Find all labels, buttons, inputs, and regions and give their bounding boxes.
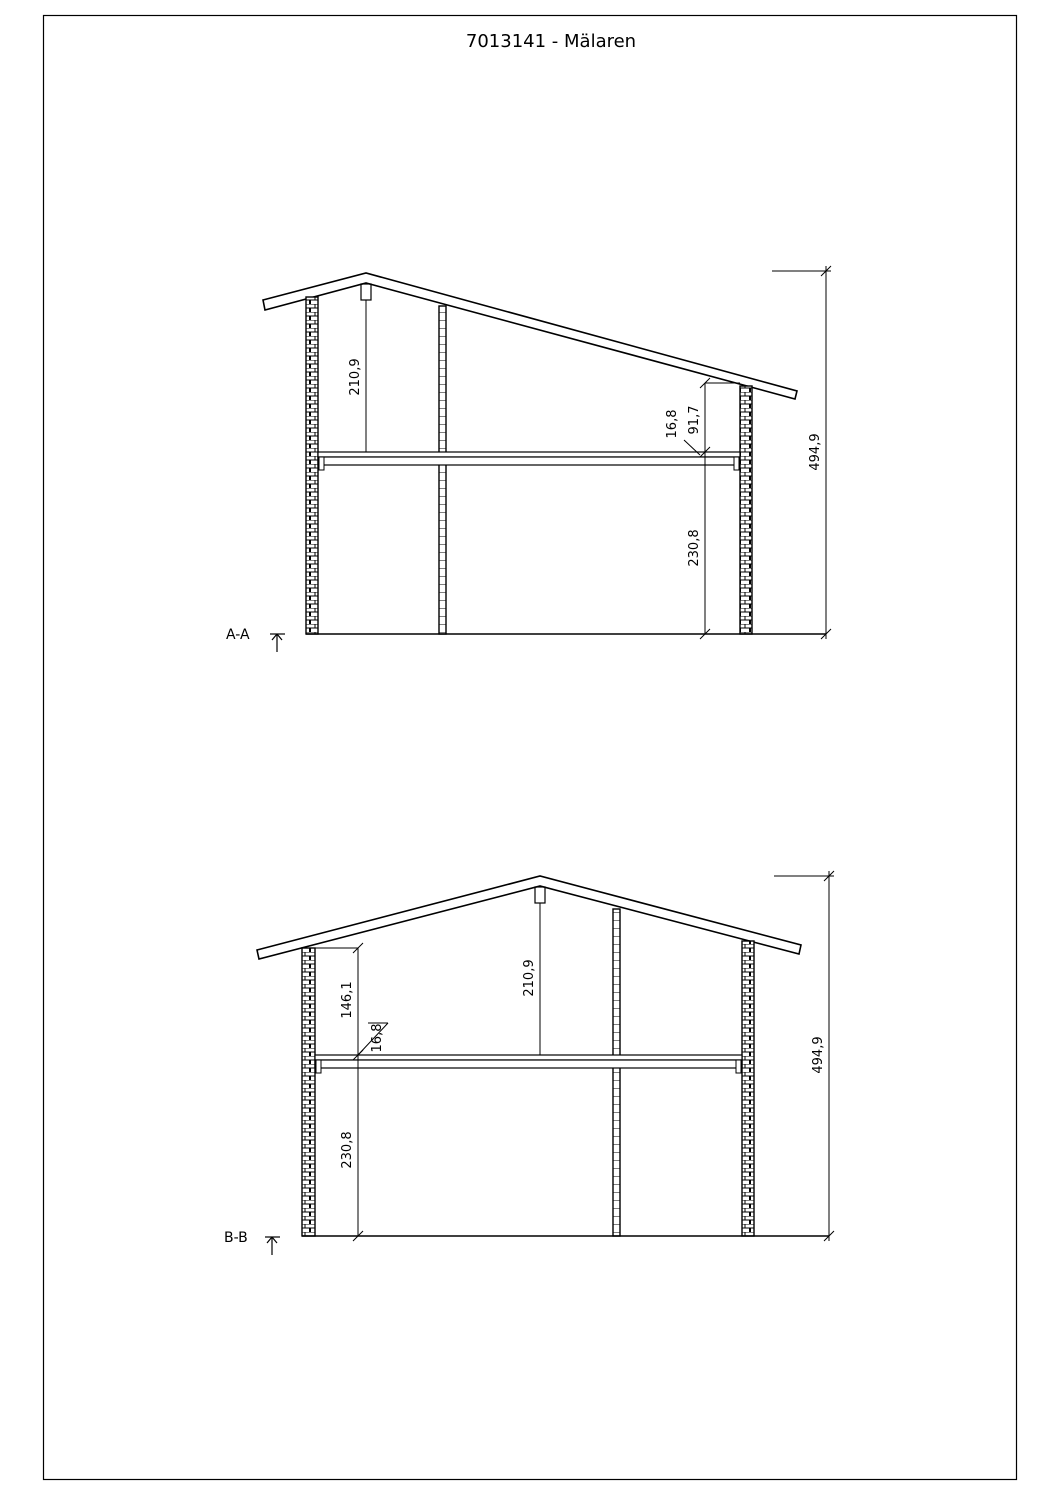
roof-b — [257, 876, 801, 959]
section-b-b — [224, 871, 834, 1255]
section-marker-a — [226, 627, 285, 652]
dim-total-height-b — [774, 871, 834, 1241]
dim-wall-height-b — [315, 943, 388, 1241]
dim-label: 494,9 — [811, 1036, 826, 1074]
dim-label: 16,8 — [370, 1023, 385, 1053]
drawing-title: 7013141 - Mälaren — [465, 31, 637, 52]
dim-label: 210,9 — [522, 959, 537, 997]
dim-label: 146,1 — [340, 981, 355, 1019]
floor-slab-a — [318, 452, 740, 470]
sheet-border — [44, 16, 1017, 1480]
wall-right-b — [742, 941, 754, 1236]
floor-slab-b — [315, 1055, 742, 1073]
section-a-a — [226, 266, 831, 652]
wall-left-a — [306, 297, 318, 634]
dim-label: 210,9 — [348, 358, 363, 396]
section-marker-b — [224, 1230, 280, 1255]
section-label: A-A — [226, 627, 250, 643]
dim-total-height-a — [772, 266, 831, 639]
dim-label: 91,7 — [687, 405, 702, 435]
section-label: B-B — [224, 1230, 248, 1246]
dim-upper-height-b — [522, 903, 540, 1055]
dim-label: 230,8 — [340, 1131, 355, 1169]
wall-right-a — [740, 386, 752, 634]
wall-left-b — [302, 948, 315, 1236]
dim-knee-height-a — [665, 378, 740, 634]
dim-lower-height-a — [687, 529, 710, 639]
post-a — [439, 306, 446, 634]
dim-label: 230,8 — [687, 529, 702, 567]
post-b — [613, 909, 620, 1236]
dim-label: 16,8 — [665, 409, 680, 439]
dim-upper-height-a — [348, 300, 366, 452]
roof-a — [263, 273, 797, 399]
dim-label: 494,9 — [808, 433, 823, 471]
